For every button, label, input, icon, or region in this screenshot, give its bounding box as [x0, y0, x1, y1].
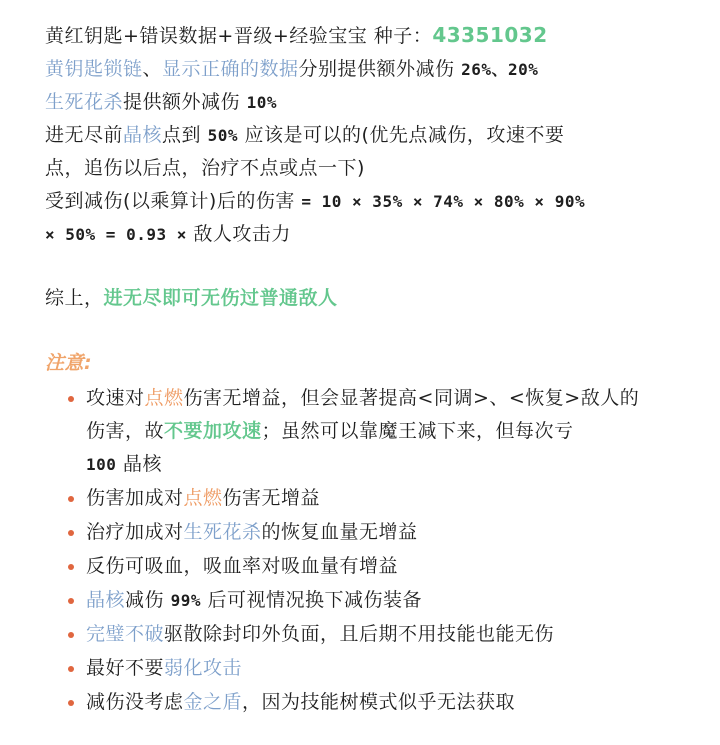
note-5-text-b: 后可视情况换下减伤装备 — [200, 589, 423, 611]
intro-line-1 — [45, 22, 548, 49]
intro-line-6-prefix: 受到减伤(以乘算计)后的伤害 — [45, 190, 302, 212]
intro-line-7 — [45, 221, 291, 248]
note-5 — [86, 587, 422, 614]
intro-line-7-suffix: 敌人攻击力 — [186, 223, 291, 245]
note-2-text-a: 伤害加成对 — [86, 487, 184, 509]
crystal-core-cost: 100 — [86, 455, 117, 474]
intro-line-2 — [45, 56, 538, 83]
bullet-dot — [68, 564, 74, 570]
intro-line-3 — [45, 89, 277, 116]
life-death-flower-term: 生死花杀 — [183, 521, 262, 543]
note-6 — [86, 621, 554, 647]
note-8-text-b: ，因为技能树模式似乎无法获取 — [242, 691, 516, 713]
conclusion-highlight: 进无尽即可无伤过普通敌人 — [103, 287, 338, 309]
intro-line-5: 点，追伤以后点，治疗不点或点一下) — [45, 157, 365, 179]
note-2-text-b: 伤害无增益 — [222, 487, 321, 509]
bullet-dot — [68, 598, 74, 604]
note-3-text-b: 的恢复血量无增益 — [261, 521, 418, 543]
note-4 — [86, 553, 398, 579]
note-7-text: 最好不要 — [86, 657, 165, 679]
intro-line-4-prefix: 进无尽前 — [45, 124, 124, 146]
intro-line-4-suffix: 应该是可以的(优先点减伤，攻速不要 — [237, 124, 565, 146]
note-8 — [86, 689, 515, 715]
damage-formula-part-1: = 10 × 35% × 74% × 80% × 90% — [301, 192, 586, 211]
intro-line-1-text: 黄红钥匙+错误数据+晋级+经验宝宝 种子： — [45, 25, 433, 47]
crystal-core-percent: 50% — [207, 126, 238, 145]
bullet-dot — [68, 496, 74, 502]
note-1-line-1 — [86, 385, 639, 411]
notes-title: 注意: — [45, 352, 93, 374]
yellow-key-chain-term: 黄钥匙锁链 — [45, 58, 143, 80]
note-5-text-a: 减伤 — [125, 589, 171, 611]
note-1-text-c: 伤害，故 — [86, 420, 165, 442]
flawless-term: 完璧不破 — [86, 623, 165, 645]
bullet-dot — [68, 666, 74, 672]
note-1-text-e: 晶核 — [116, 453, 162, 475]
note-4-text: 反伤可吸血，吸血率对吸血量有增益 — [86, 555, 399, 577]
bullet-dot — [68, 396, 74, 402]
bullet-dot — [68, 632, 74, 638]
show-correct-data-term: 显示正确的数据 — [162, 58, 299, 80]
note-1-text-b: 伤害无增益，但会显著提高<同调>、<恢复>敌人的 — [183, 387, 640, 409]
no-attack-speed-highlight: 不要加攻速 — [164, 420, 262, 442]
ignite-term: 点燃 — [183, 487, 223, 509]
ignite-term: 点燃 — [144, 387, 184, 409]
note-1-line-3 — [86, 451, 162, 478]
note-7 — [86, 655, 242, 681]
intro-line-4-mid: 点到 — [162, 124, 208, 146]
weaken-attack-term: 弱化攻击 — [164, 657, 243, 679]
note-1-text-a: 攻速对 — [86, 387, 145, 409]
intro-line-2-text: 分别提供额外减伤 — [298, 58, 462, 80]
extra-reduction-value: 10% — [246, 93, 277, 112]
reduction-99-value: 99% — [170, 591, 201, 610]
gold-shield-term: 金之盾 — [183, 691, 243, 713]
conclusion-line — [45, 285, 338, 311]
intro-line-3-text: 提供额外减伤 — [123, 91, 247, 113]
life-death-flower-term: 生死花杀 — [45, 91, 124, 113]
seed-value: 43351032 — [432, 23, 548, 47]
damage-formula-part-2: × 50% = 0.93 × — [45, 225, 187, 244]
crystal-core-term: 晶核 — [86, 589, 126, 611]
bullet-dot — [68, 700, 74, 706]
conclusion-prefix: 综上， — [45, 287, 104, 309]
note-3 — [86, 519, 418, 545]
note-3-text-a: 治疗加成对 — [86, 521, 184, 543]
note-2 — [86, 485, 320, 511]
bullet-dot — [68, 530, 74, 536]
damage-reduction-values: 26%、20% — [461, 60, 539, 79]
note-1-line-2 — [86, 418, 574, 444]
note-8-text-a: 减伤没考虑 — [86, 691, 184, 713]
note-6-text: 驱散除封印外负面，且后期不用技能也能无伤 — [164, 623, 555, 645]
note-1-text-d: ；虽然可以靠魔王减下来，但每次亏 — [261, 420, 574, 442]
intro-line-6 — [45, 188, 585, 215]
crystal-core-term: 晶核 — [123, 124, 163, 146]
intro-line-4 — [45, 122, 564, 149]
separator: 、 — [142, 58, 163, 80]
